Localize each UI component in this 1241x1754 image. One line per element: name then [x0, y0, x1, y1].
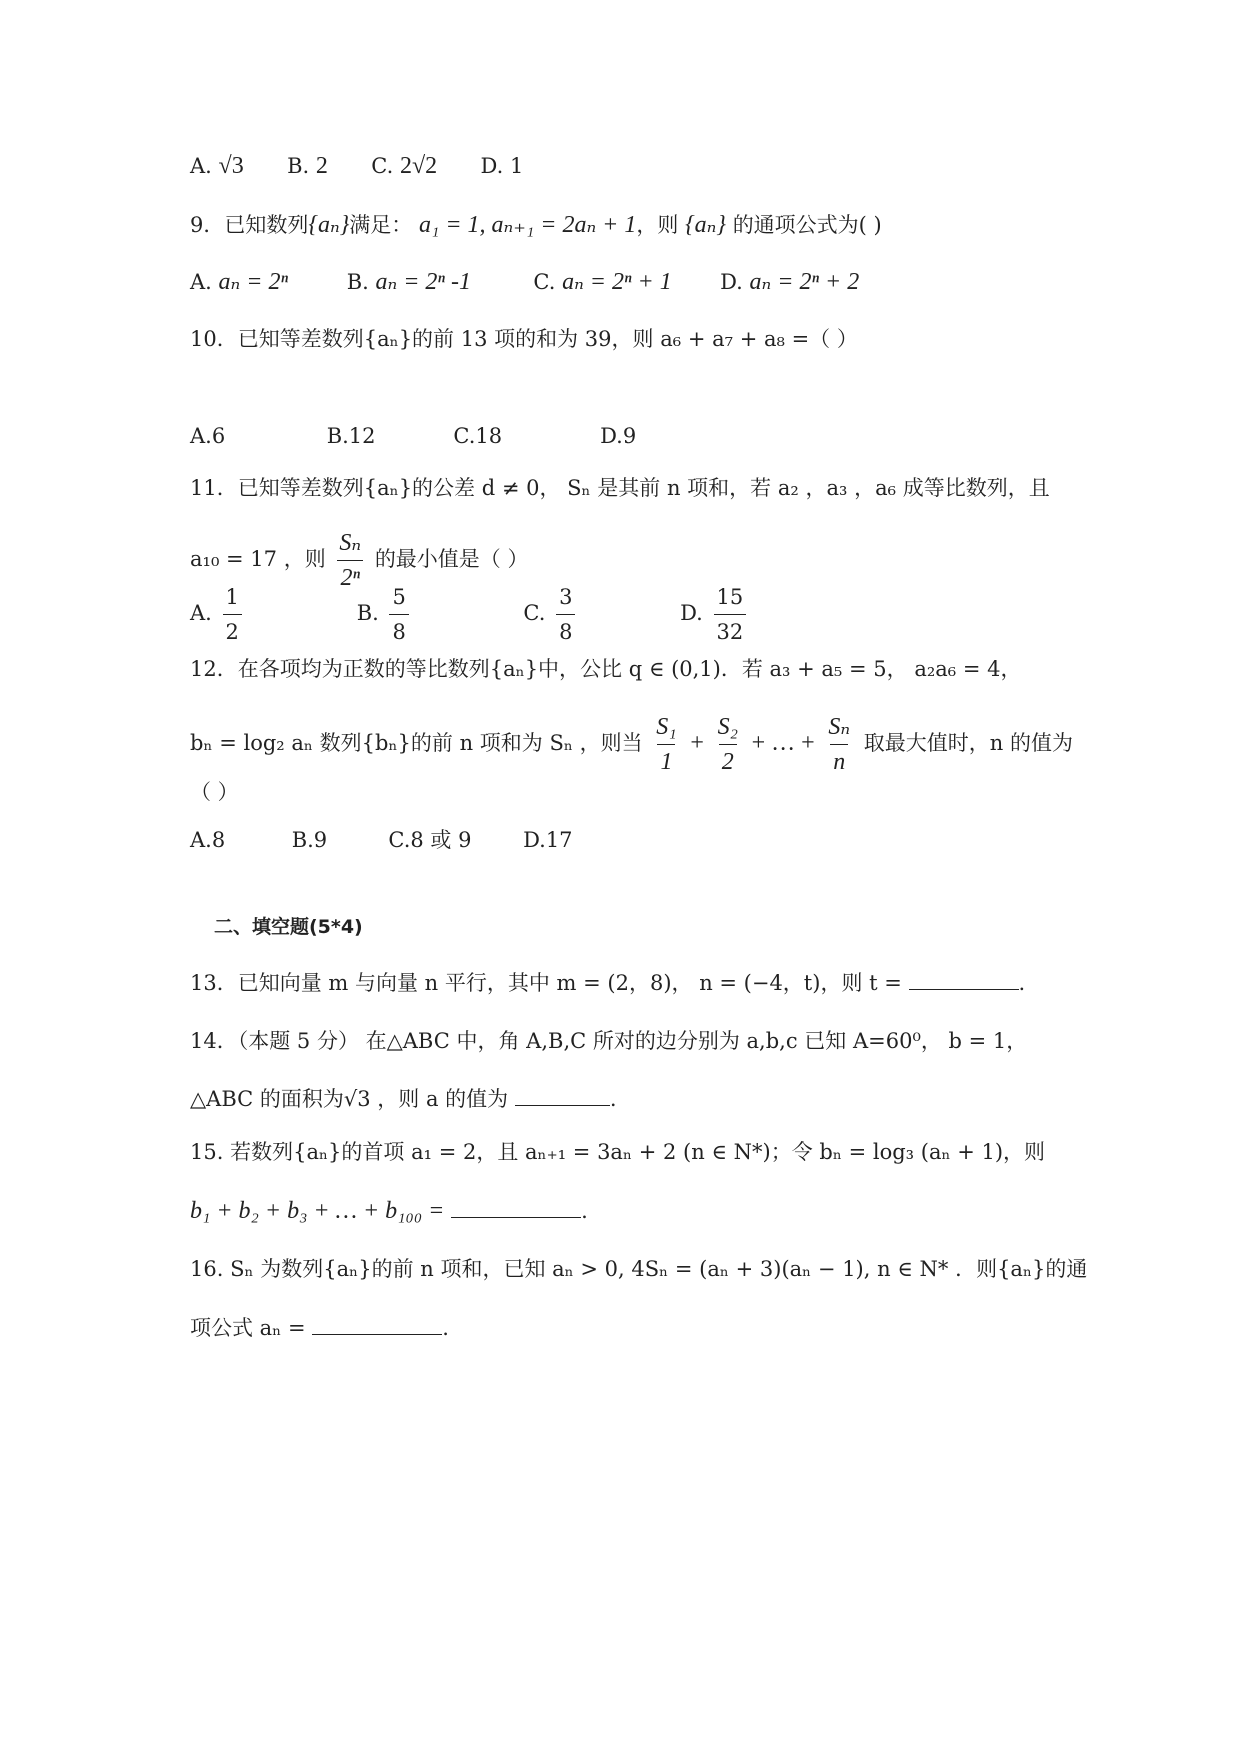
q16-stem-line1: 16. Sₙ 为数列{aₙ}的前 n 项和，已知 aₙ > 0, 4Sₙ = (aₙ + 3)(aₙ − 1), n ∈ N* ．则{aₙ}的通 [190, 1257, 1088, 1281]
q14-answer-blank[interactable] [515, 1083, 610, 1106]
q12-option-d: D.17 [523, 828, 573, 852]
q15-stem-line2: b₁ + b₂ + b₃ + … + b₁₀₀ = . [190, 1194, 588, 1228]
q11-options [190, 580, 750, 649]
q9-option-c: C. aₙ = 2ⁿ + 1 [533, 269, 672, 295]
q12-fraction-1: $\frac{\text{S₁}}{1}$ [653, 710, 679, 779]
q8-option-b: B. 2 [287, 153, 328, 179]
q16-stem-line2: 项公式 aₙ = . [190, 1311, 449, 1345]
q9-option-b: B. aₙ = 2ⁿ -1 [346, 269, 471, 295]
q15-answer-blank[interactable] [451, 1195, 581, 1218]
q11-option-d: D. $\frac{15}{32}$ [680, 580, 750, 649]
q8-option-c: C. 2√2 [371, 153, 438, 179]
q11-stem-line2: a₁₀ = 17 ，则 $\frac{\text{Sₙ}}{\text{2ⁿ}}$ 的最小值是（ ） [190, 526, 529, 595]
q8-options [190, 149, 523, 183]
q12-option-b: B.9 [291, 828, 328, 852]
q12-options [190, 823, 573, 857]
q12-fraction-n: $\frac{\text{Sₙ}}{n}$ [825, 710, 853, 779]
q10-stem: 10．已知等差数列{aₙ}的前 13 项的和为 39，则 a₆ + a₇ + a₈ =（ ） [190, 327, 858, 351]
q12-stem-line1: 12．在各项均为正数的等比数列{aₙ}中，公比 q ∈ (0,1)．若 a₃ + a₅ = 5， a₂a₆ = 4， [190, 657, 1022, 681]
q11-stem-line1: 11．已知等差数列{aₙ}的公差 d ≠ 0， Sₙ 是其前 n 项和，若 a₂ ，a₃ ，a₆ 成等比数列，且 [190, 476, 1050, 500]
q11-fraction: $\frac{\text{Sₙ}}{\text{2ⁿ}}$ [336, 526, 364, 595]
q13-answer-blank[interactable] [909, 967, 1019, 990]
q10-option-a: A.6 [190, 424, 226, 448]
q12-option-a: A.8 [190, 828, 226, 852]
q12-stem-line3: （ ） [190, 780, 239, 804]
q9-option-a: A. aₙ = 2ⁿ [190, 269, 289, 295]
q13-stem: 13．已知向量 m 与向量 n 平行，其中 m = (2，8)， n = (−4，t)，则 t = . [190, 966, 1025, 1000]
q8-option-d: D. 1 [480, 154, 524, 178]
q11-option-c: C. $\frac{3}{8}$ [523, 580, 673, 649]
q11-option-a: A. $\frac{1}{2}$ [190, 580, 350, 649]
q12-option-c: C.8 或 9 [388, 828, 472, 852]
q15-stem-line1: 15. 若数列{aₙ}的首项 a₁ = 2，且 aₙ₊₁ = 3aₙ + 2 (n ∈ N*)；令 bₙ = log₃ (aₙ + 1)，则 [190, 1140, 1046, 1164]
q16-answer-blank[interactable] [312, 1312, 442, 1335]
q10-options [190, 419, 636, 453]
q10-option-b: B.12 [326, 424, 376, 448]
q12-fraction-2: $\frac{\text{S₂}}{2}$ [715, 710, 741, 779]
q9-stem: 9．已知数列{aₙ}满足： a₁ = 1, aₙ₊₁ = 2aₙ + 1，则 {aₙ} 的通项公式为( ) [190, 212, 882, 238]
q10-option-c: C.18 [453, 424, 503, 448]
q10-option-d: D.9 [600, 424, 637, 448]
q12-stem-line2: bₙ = log₂ aₙ 数列{bₙ}的前 n 项和为 Sₙ ，则当 $\frac{\text{S₁}}{1}$ + $\frac{\text{S₂}}{2}$ + … + $\frac{\text{Sₙ}}{n}$ 取最大值时，n 的值为 [190, 710, 1073, 779]
q14-stem-line2: △ABC 的面积为√3 ，则 a 的值为 . [190, 1082, 617, 1116]
q14-stem-line1: 14．（本题 5 分） 在△ABC 中，角 A,B,C 所对的边分别为 a,b,c 已知 A=60⁰， b = 1， [190, 1029, 1028, 1053]
section-heading: 二、填空题(5*4) [214, 916, 363, 938]
q8-option-a: A. √3 [190, 153, 244, 179]
q11-option-b: B. $\frac{5}{8}$ [357, 580, 517, 649]
q9-options [190, 265, 859, 299]
q9-option-d: D. aₙ = 2ⁿ + 2 [720, 269, 860, 295]
